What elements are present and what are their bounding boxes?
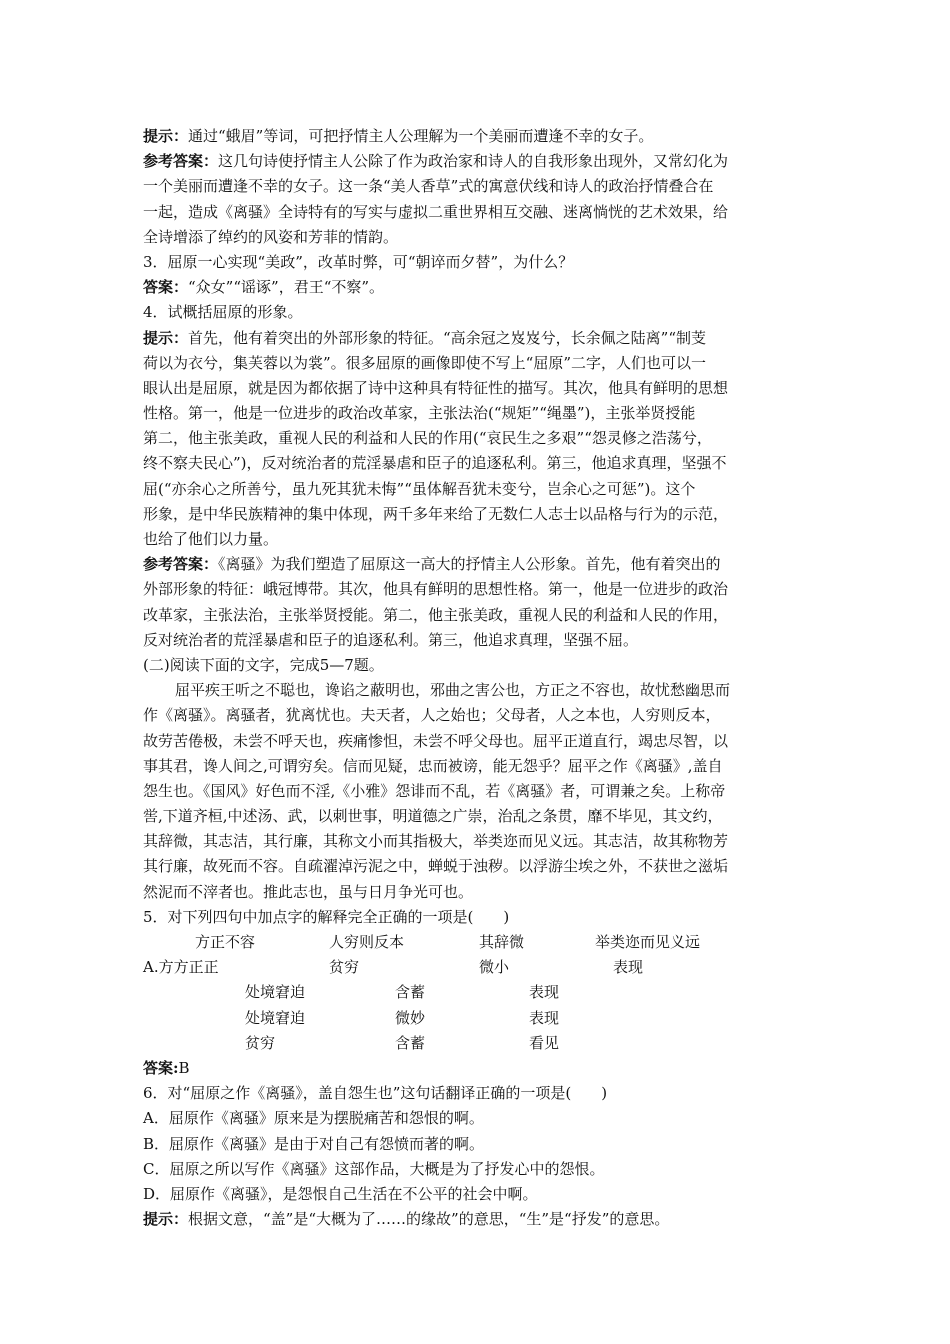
option-cell: 贫穷 xyxy=(245,1033,276,1052)
question-5: 5．对下列四句中加点字的解释完全正确的一项是( ) xyxy=(143,907,510,926)
hint-label: 提示： xyxy=(143,328,189,347)
option-cell: 看见 xyxy=(529,1033,560,1052)
reference-answer-1 xyxy=(143,149,811,250)
option-row xyxy=(143,955,811,980)
hint-line: 眼认出是屈原，就是因为都依据了诗中这种具有特征性的描写。其次，他具有鲜明的思想 xyxy=(143,378,729,397)
option-cell: 贫穷 xyxy=(329,958,360,977)
answer-label: 参考答案： xyxy=(143,555,219,574)
hint-line: 第二，他主张美政，重视人民的利益和人民的作用(“哀民生之多艰”“怨灵修之浩荡兮， xyxy=(143,429,712,448)
answer-line: 一起，造成《离骚》全诗特有的写实与虚拟二重世界相互交融、迷离惝恍的艺术效果，给 xyxy=(143,202,729,221)
hint-line: 形象，是中华民族精神的集中体现，两千多年来给了无数仁人志士以品格与行为的示范， xyxy=(143,504,729,523)
hint-4 xyxy=(143,326,811,553)
section-heading: (二)阅读下面的文字，完成5—7题。 xyxy=(143,655,384,674)
reference-answer-4 xyxy=(143,552,811,653)
passage-line: 然泥而不滓者也。推此志也，虽与日月争光可也。 xyxy=(143,882,474,901)
option-cell: 微小 xyxy=(479,958,510,977)
answer-label: 答案： xyxy=(143,278,189,297)
answer-line: 外部形象的特征：峨冠博带。其次，他具有鲜明的思想性格。第一，他是一位进步的政治 xyxy=(143,580,729,599)
hint-line: 性格。第一，他是一位进步的政治改革家，主张法治(“规矩”“绳墨”)，主张举贤授能 xyxy=(143,404,696,423)
hint-label: 提示： xyxy=(143,127,189,145)
hint-line: 首先，他有着突出的外部形象的特征。“高余冠之岌岌兮，长余佩之陆离”“制芰 xyxy=(188,328,707,347)
question-5-phrases xyxy=(143,930,811,955)
answer-text: B xyxy=(178,1058,190,1077)
answer-3 xyxy=(143,275,811,300)
hint-text: 根据文意，“盖”是“大概为了……的缘故”的意思，“生”是“抒发”的意思。 xyxy=(188,1210,670,1229)
passage-line: 怨生也。《国风》好色而不淫,《小雅》怨诽而不乱，若《离骚》者，可谓兼之矣。上称帝 xyxy=(143,781,726,800)
phrase: 其辞微 xyxy=(479,933,525,951)
answer-line: 全诗增添了绰约的风姿和芳菲的情韵。 xyxy=(143,227,399,246)
hint-line: 终不察夫民心”)，反对统治者的荒淫暴虐和臣子的追逐私利。第三，他追求真理，坚强不 xyxy=(143,454,727,473)
option-cell: 处境窘迫 xyxy=(245,1008,306,1027)
option-cell: 表现 xyxy=(613,958,644,977)
passage-line: 事其君，谗人间之,可谓穷矣。信而见疑，忠而被谤，能无怨乎？屈平之作《离骚》,盖自 xyxy=(143,756,723,775)
answer-line: 《离骚》为我们塑造了屈原这一高大的抒情主人公形象。首先，他有着突出的 xyxy=(218,555,721,574)
question-3: 3．屈原一心实现“美政”，改革时弊，可“朝谇而夕替”，为什么？ xyxy=(143,252,574,271)
passage-line: 屈平疾王听之不聪也，谗谄之蔽明也，邪曲之害公也，方正之不容也，故忧愁幽思而 xyxy=(175,681,731,700)
reading-passage xyxy=(143,678,811,905)
phrase: 举类迩而见义远 xyxy=(595,933,701,951)
option-row xyxy=(143,980,811,1005)
hint-1 xyxy=(143,124,811,149)
passage-line: 其辞微，其志洁，其行廉，其称文小而其指极大，举类迩而见义远。其志洁，故其称物芳 xyxy=(143,832,729,851)
option-cell: 含蓄 xyxy=(395,1033,426,1052)
option-cell: 表现 xyxy=(529,1008,560,1027)
option-d: D．屈原作《离骚》，是怨恨自己生活在不公平的社会中啊。 xyxy=(143,1184,538,1203)
option-b: B．屈原作《离骚》是由于对自己有怨愤而著的啊。 xyxy=(143,1134,485,1153)
answer-line: 一个美丽而遭逢不幸的女子。这一条“美人香草”式的寓意伏线和诗人的政治抒情叠合在 xyxy=(143,177,714,196)
option-c: C．屈原之所以写作《离骚》这部作品，大概是为了抒发心中的怨恨。 xyxy=(143,1159,605,1178)
hint-text: 通过“蛾眉”等词，可把抒情主人公理解为一个美丽而遭逢不幸的女子。 xyxy=(188,127,654,145)
passage-line: 喾,下道齐桓,中述汤、武，以刺世事，明道德之广崇，治乱之条贯，靡不毕见，其文约， xyxy=(143,807,723,826)
question-6: 6．对“屈原之作《离骚》，盖自怨生也”这句话翻译正确的一项是( ) xyxy=(143,1084,608,1103)
question-4: 4．试概括屈原的形象。 xyxy=(143,303,303,322)
answer-line: 改革家，主张法治，主张举贤授能。第二，他主张美政，重视人民的利益和人民的作用， xyxy=(143,605,729,624)
option-cell: 处境窘迫 xyxy=(245,983,306,1002)
hint-6 xyxy=(143,1207,811,1232)
option-cell: A.方方正正 xyxy=(143,958,219,977)
answer-line: 这几句诗使抒情主人公除了作为政治家和诗人的自我形象出现外，又常幻化为 xyxy=(218,152,729,171)
passage-line: 其行廉，故死而不容。自疏濯淖污泥之中，蝉蜕于浊秽。以浮游尘埃之外，不获世之滋垢 xyxy=(143,857,729,876)
passage-line: 故劳苦倦极，未尝不呼天也，疾痛惨怛，未尝不呼父母也。屈平正道直行，竭忠尽智，以 xyxy=(143,731,729,750)
phrase: 方正不容 xyxy=(195,933,256,951)
option-cell: 含蓄 xyxy=(395,983,426,1002)
option-cell: 表现 xyxy=(529,983,560,1002)
answer-5 xyxy=(143,1056,811,1081)
hint-line: 荷以为衣兮，集芙蓉以为裳”。很多屈原的画像即使不写上“屈原”二字，人们也可以一 xyxy=(143,353,707,372)
hint-line: 屈(“亦余心之所善兮，虽九死其犹未悔”“虽体解吾犹未变兮，岂余心之可惩”)。这个 xyxy=(143,479,696,498)
option-a: A．屈原作《离骚》原来是为摆脱痛苦和怨恨的啊。 xyxy=(143,1109,484,1128)
option-row xyxy=(143,1031,811,1056)
option-cell: 微妙 xyxy=(395,1008,426,1027)
passage-line: 作《离骚》。离骚者，犹离忧也。夫天者，人之始也；父母者，人之本也，人穷则反本， xyxy=(143,706,721,725)
answer-label: 参考答案： xyxy=(143,152,219,171)
hint-label: 提示： xyxy=(143,1210,189,1229)
answer-line: 反对统治者的荒淫暴虐和臣子的追逐私利。第三，他追求真理，坚强不屈。 xyxy=(143,630,639,649)
option-row xyxy=(143,1006,811,1031)
document-body xyxy=(143,124,811,1232)
answer-text: “众女”“谣诼”，君王“不察”。 xyxy=(188,278,385,297)
answer-label: 答案: xyxy=(143,1058,179,1077)
hint-line: 也给了他们以力量。 xyxy=(143,530,279,548)
phrase: 人穷则反本 xyxy=(329,933,405,951)
